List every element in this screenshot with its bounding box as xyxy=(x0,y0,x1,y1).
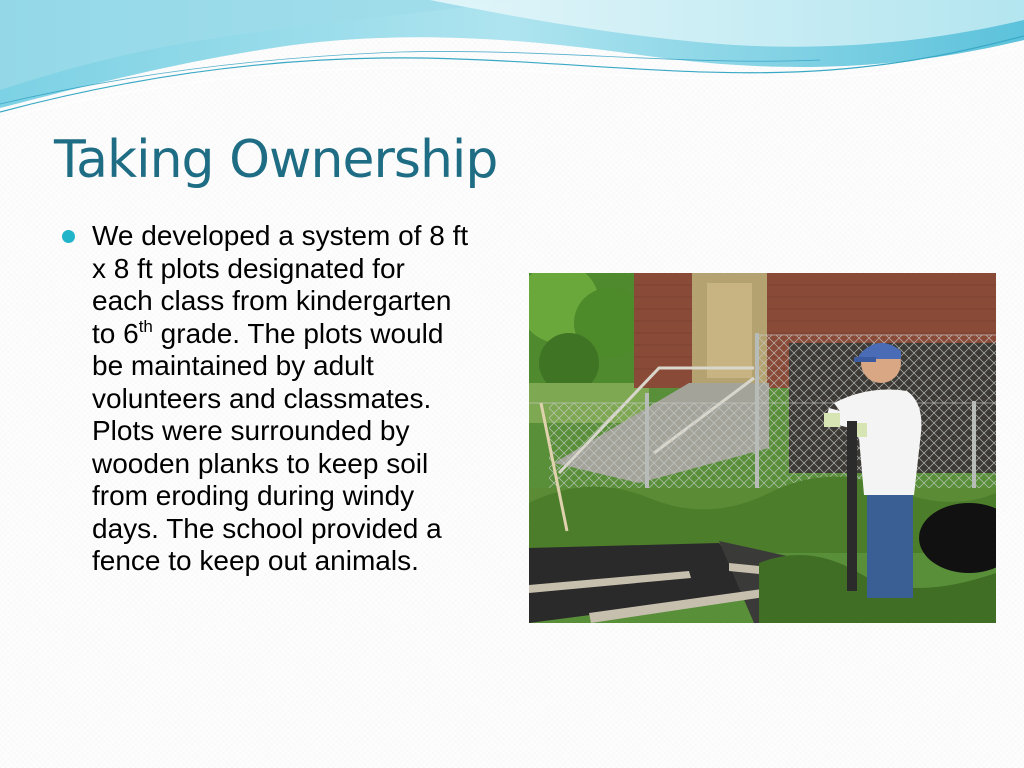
bullet-point-icon xyxy=(62,230,75,243)
garden-photo xyxy=(529,273,996,623)
header-wave-decoration xyxy=(0,0,1024,130)
bullet-list xyxy=(60,220,470,578)
bullet-item xyxy=(60,220,470,578)
bullet-text xyxy=(92,220,468,576)
bullet-text-part-1: We developed a system of 8 ft x 8 ft plots designated for each class from kindergarten to 6 xyxy=(92,220,469,349)
ordinal-superscript: th xyxy=(138,316,153,336)
bullet-text-part-2: grade. The plots would be maintained by adult volunteers and classmates. Plots were surrounded by wooden planks to keep soil from eroding during windy days. The school provided a fence to keep out animals. xyxy=(92,317,444,576)
slide-title: Taking Ownership xyxy=(54,130,498,190)
